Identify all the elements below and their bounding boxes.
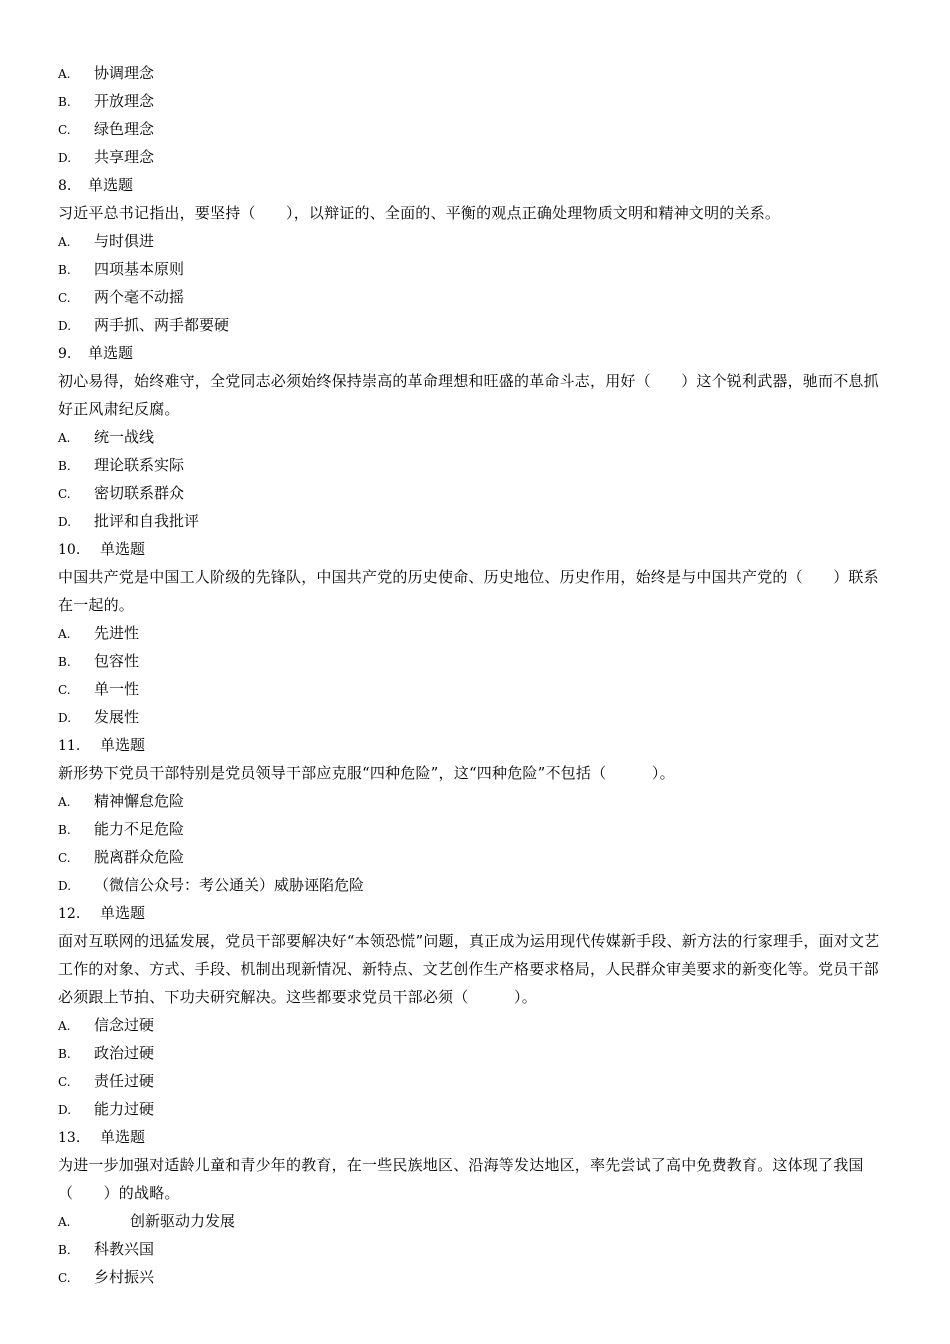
option-letter: C. xyxy=(58,1075,71,1089)
question-header xyxy=(58,171,888,199)
option-text: 信念过硬 xyxy=(94,1016,155,1034)
question-number: 11. xyxy=(58,738,81,754)
option-text: 两手抓、两手都要硬 xyxy=(94,316,230,334)
option-letter: C. xyxy=(58,851,71,865)
option-letter: D. xyxy=(58,879,72,893)
question-type: 单选题 xyxy=(100,904,146,922)
option-text: 绿色理念 xyxy=(94,120,155,138)
question-number: 12. xyxy=(58,906,81,922)
option-letter: B. xyxy=(58,263,71,277)
option-text: 先进性 xyxy=(94,624,140,642)
question-stem: 面对互联网的迅猛发展，党员干部要解决好“本领恐慌”问题，真正成为运用现代传媒新手段、新方法的行家理手，面对文艺工作的对象、方式、手段、机制出现新情况、新特点、文艺创作生产格要求格局，人民群众审美要求的新变化等。党员干部必须跟上节拍、下功夫研究解决。这些都要求党员干部必须（ ）。 xyxy=(58,932,880,1006)
question-header xyxy=(58,535,888,563)
option-letter: B. xyxy=(58,95,71,109)
answer-option xyxy=(58,479,888,507)
option-letter: A. xyxy=(58,1019,71,1033)
answer-option xyxy=(58,423,888,451)
option-letter: D. xyxy=(58,515,72,529)
answer-option xyxy=(58,255,888,283)
option-letter: B. xyxy=(58,1047,71,1061)
option-text: 脱离群众危险 xyxy=(94,848,185,866)
option-text: 责任过硬 xyxy=(94,1072,155,1090)
option-text: 创新驱动力发展 xyxy=(130,1212,236,1230)
question-header xyxy=(58,899,888,927)
document-page xyxy=(58,59,888,1291)
option-letter: C. xyxy=(58,1271,71,1285)
option-letter: B. xyxy=(58,655,71,669)
question-header xyxy=(58,339,888,367)
question-number: 13. xyxy=(58,1130,81,1146)
option-text: 共享理念 xyxy=(94,148,155,166)
answer-option xyxy=(58,1235,888,1263)
option-text: 精神懈怠危险 xyxy=(94,792,185,810)
option-text: 包容性 xyxy=(94,652,140,670)
question-stem: 初心易得，始终难守，全党同志必须始终保持崇高的革命理想和旺盛的革命斗志，用好（ ）这个锐利武器，驰而不息抓好正风肃纪反腐。 xyxy=(58,372,879,418)
option-letter: B. xyxy=(58,1243,71,1257)
option-letter: C. xyxy=(58,123,71,137)
option-text: 统一战线 xyxy=(94,428,155,446)
question-type: 单选题 xyxy=(100,540,146,558)
option-letter: A. xyxy=(58,67,71,81)
option-text: 协调理念 xyxy=(94,64,155,82)
answer-option xyxy=(58,843,888,871)
question-stem: 为进一步加强对适龄儿童和青少年的教育，在一些民族地区、沿海等发达地区，率先尝试了高中免费教育。这体现了我国（ ）的战略。 xyxy=(58,1156,864,1202)
option-text: 两个毫不动摇 xyxy=(94,288,185,306)
answer-option xyxy=(58,815,888,843)
option-letter: C. xyxy=(58,683,71,697)
option-letter: D. xyxy=(58,319,72,333)
option-text: 能力过硬 xyxy=(94,1100,155,1118)
answer-option xyxy=(58,1095,888,1123)
answer-option xyxy=(58,115,888,143)
option-letter: A. xyxy=(58,795,71,809)
question-type: 单选题 xyxy=(88,344,134,362)
answer-option xyxy=(58,87,888,115)
option-letter: D. xyxy=(58,1103,72,1117)
answer-option xyxy=(58,871,888,899)
option-text: 理论联系实际 xyxy=(94,456,185,474)
answer-option xyxy=(58,619,888,647)
question-stem: 新形势下党员干部特别是党员领导干部应克服“四种危险”，这“四种危险”不包括（ ）。 xyxy=(58,764,675,782)
answer-option xyxy=(58,59,888,87)
option-letter: A. xyxy=(58,235,71,249)
option-text: 四项基本原则 xyxy=(94,260,185,278)
option-text: 科教兴国 xyxy=(94,1240,155,1258)
option-letter: A. xyxy=(58,1215,71,1229)
question-header xyxy=(58,1123,888,1151)
answer-option xyxy=(58,1011,888,1039)
answer-option xyxy=(58,1263,888,1291)
answer-option xyxy=(58,647,888,675)
answer-option xyxy=(58,311,888,339)
option-text: 能力不足危险 xyxy=(94,820,185,838)
option-text: 密切联系群众 xyxy=(94,484,185,502)
option-text: 与时俱进 xyxy=(94,232,155,250)
option-letter: B. xyxy=(58,459,71,473)
option-text: 单一性 xyxy=(94,680,140,698)
question-number: 10. xyxy=(58,542,81,558)
option-letter: A. xyxy=(58,431,71,445)
option-letter: C. xyxy=(58,291,71,305)
option-letter: B. xyxy=(58,823,71,837)
question-type: 单选题 xyxy=(100,736,146,754)
answer-option xyxy=(58,675,888,703)
option-letter: D. xyxy=(58,711,72,725)
answer-option xyxy=(58,1067,888,1095)
option-text: 开放理念 xyxy=(94,92,155,110)
option-text: 政治过硬 xyxy=(94,1044,155,1062)
question-number: 8. xyxy=(58,178,72,194)
answer-option xyxy=(58,703,888,731)
question-type: 单选题 xyxy=(100,1128,146,1146)
option-text: （微信公众号：考公通关）威胁诬陷危险 xyxy=(94,876,365,894)
answer-option xyxy=(58,143,888,171)
option-letter: D. xyxy=(58,151,72,165)
question-type: 单选题 xyxy=(88,176,134,194)
option-letter: C. xyxy=(58,487,71,501)
option-text: 批评和自我批评 xyxy=(94,512,200,530)
option-text: 发展性 xyxy=(94,708,140,726)
option-text: 乡村振兴 xyxy=(94,1268,155,1286)
question-stem: 习近平总书记指出，要坚持（ ），以辩证的、全面的、平衡的观点正确处理物质文明和精神文明的关系。 xyxy=(58,204,781,222)
answer-option xyxy=(58,283,888,311)
answer-option xyxy=(58,507,888,535)
answer-option xyxy=(58,1039,888,1067)
question-header xyxy=(58,731,888,759)
option-letter: A. xyxy=(58,627,71,641)
question-number: 9. xyxy=(58,346,72,362)
answer-option xyxy=(58,1207,888,1235)
answer-option xyxy=(58,787,888,815)
answer-option xyxy=(58,227,888,255)
question-stem: 中国共产党是中国工人阶级的先锋队，中国共产党的历史使命、历史地位、历史作用，始终是与中国共产党的（ ）联系在一起的。 xyxy=(58,568,879,614)
answer-option xyxy=(58,451,888,479)
